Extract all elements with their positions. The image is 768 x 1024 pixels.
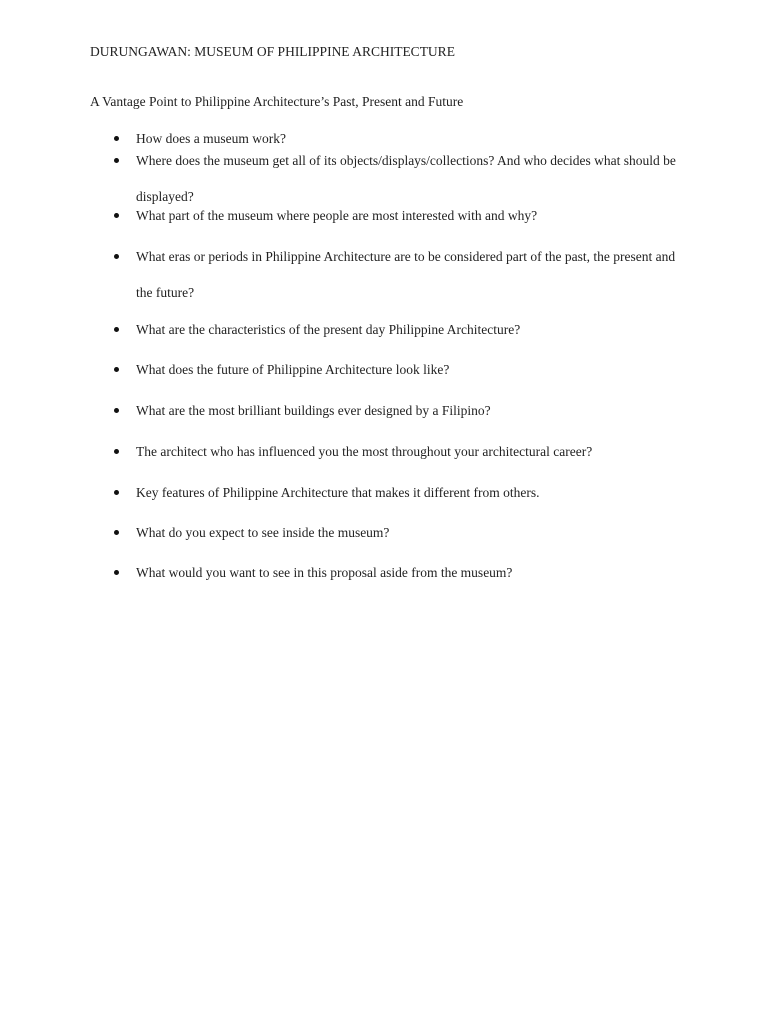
- document-heading: DURUNGAWAN: MUSEUM OF PHILIPPINE ARCHITECTURE: [90, 44, 455, 59]
- list-item: [114, 524, 694, 542]
- list-item: [114, 564, 694, 582]
- list-item: [114, 152, 694, 215]
- bullet-icon: [114, 570, 119, 575]
- question-text: What part of the museum where people are most interested with and why?: [136, 208, 538, 223]
- bullet-icon: [114, 367, 119, 372]
- question-text: Key features of Philippine Architecture that makes it different from others.: [136, 485, 540, 500]
- document-subheading: A Vantage Point to Philippine Architecture’s Past, Present and Future: [90, 94, 464, 109]
- bullet-icon: [114, 408, 119, 413]
- list-item: [114, 484, 694, 502]
- bullet-icon: [114, 158, 119, 163]
- bullet-icon: [114, 530, 119, 535]
- list-item: [114, 321, 694, 339]
- list-item: [114, 207, 694, 225]
- list-item: [114, 361, 694, 379]
- list-item: [114, 443, 694, 461]
- question-text: What eras or periods in Philippine Architecture are to be considered part of the past, the present and the future?: [136, 249, 676, 300]
- bullet-icon: [114, 490, 119, 495]
- question-text: What would you want to see in this proposal aside from the museum?: [136, 565, 513, 580]
- question-text: What are the characteristics of the present day Philippine Architecture?: [136, 322, 521, 337]
- bullet-icon: [114, 136, 119, 141]
- question-text: What do you expect to see inside the museum?: [136, 525, 390, 540]
- question-text: Where does the museum get all of its objects/displays/collections? And who decides what should be displayed?: [136, 153, 676, 204]
- list-item: [114, 248, 694, 311]
- bullet-icon: [114, 327, 119, 332]
- question-text: How does a museum work?: [136, 131, 286, 146]
- bullet-icon: [114, 254, 119, 259]
- list-item: [114, 402, 694, 420]
- question-text: The architect who has influenced you the most throughout your architectural career?: [136, 444, 593, 459]
- question-text: What are the most brilliant buildings ever designed by a Filipino?: [136, 403, 491, 418]
- question-text: What does the future of Philippine Architecture look like?: [136, 362, 450, 377]
- bullet-icon: [114, 449, 119, 454]
- bullet-icon: [114, 213, 119, 218]
